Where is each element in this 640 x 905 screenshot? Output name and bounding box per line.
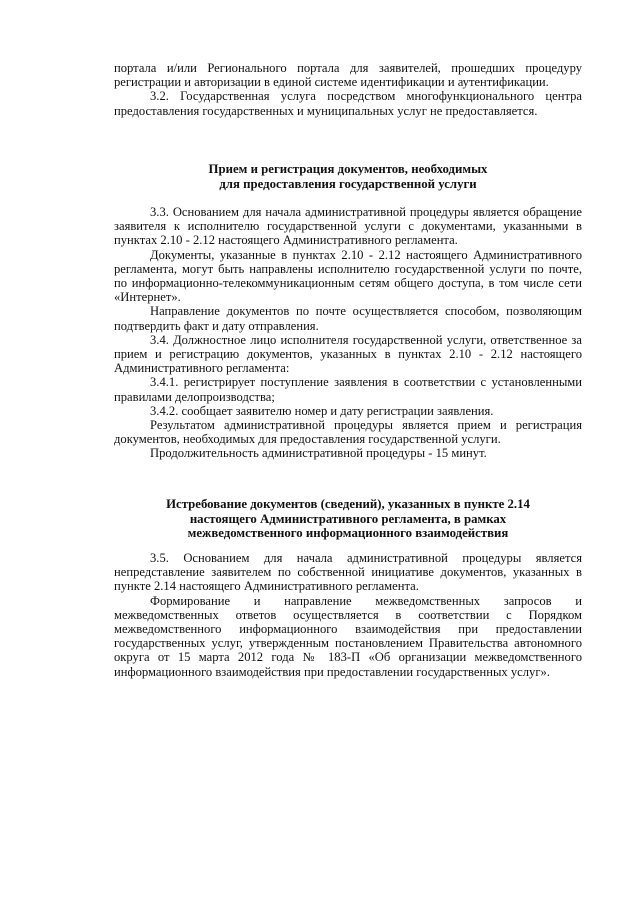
- intro-block: [114, 61, 582, 118]
- intro-paragraph-1: портала и/или Регионального портала для заявителей, прошедших процедуру регистрации и авторизации в единой системе идентификации и аутентификации.: [114, 61, 582, 90]
- reception-heading-line-1: Прием и регистрация документов, необходимых: [208, 162, 488, 176]
- paragraph-3-4-1: 3.4.1. регистрирует поступление заявления в соответствии с установленными правилами делопроизводства;: [114, 375, 582, 404]
- request-heading: [114, 497, 582, 541]
- paragraph-3-5: 3.5. Основанием для начала административной процедуры является непредставление заявителем по собственной инициативе документов, указанных в пункте 2.14 настоящего Административного регламента.: [114, 551, 582, 594]
- reception-heading: [114, 162, 582, 191]
- paragraph-3-4-2: 3.4.2. сообщает заявителю номер и дату регистрации заявления.: [150, 403, 494, 418]
- reception-paragraph-documents: Документы, указанные в пунктах 2.10 - 2.12 настоящего Административного регламента, могут быть направлены исполнителю государственной услуги по почте, по информационно-телекоммуникационным сетям общего доступа, в том числе сети «Интернет».: [114, 247, 582, 305]
- request-heading-line-2: настоящего Административного регламента, в рамках: [189, 511, 507, 526]
- request-paragraph-procedure: Формирование и направление межведомственных запросов и межведомственных ответов осуществляется в соответствии с Порядком межведомственного информационного взаимодействия при предоставлении государственных услуг, утвержденным постановлением Правительства автономного округа от 15 марта 2012 года № 183-П «Об организации межведомственного информационного взаимодействия при предоставлении государственных услуг».: [114, 593, 582, 679]
- reception-heading-line-2: для предоставления государственной услуги: [219, 176, 477, 191]
- paragraph-3-2: 3.2. Государственная услуга посредством многофункционального центра предоставления государственных и муниципальных услуг не предоставляется.: [114, 89, 582, 118]
- request-block: [114, 551, 582, 679]
- paragraph-3-4: 3.4. Должностное лицо исполнителя государственной услуги, ответственное за прием и регистрацию документов, указанных в пунктах 2.10 - 2.12 настоящего Административного регламента:: [114, 332, 582, 376]
- reception-paragraph-mail: Направление документов по почте осуществляется способом, позволяющим подтвердить факт и дату отправления.: [114, 304, 582, 333]
- reception-block: [114, 205, 582, 461]
- reception-paragraph-result: Результатом административной процедуры является прием и регистрация документов, необходимых для предоставления государственной услуги.: [114, 418, 582, 447]
- request-heading-line-1: Истребование документов (сведений), указанных в пункте 2.14: [166, 497, 530, 511]
- paragraph-3-3: 3.3. Основанием для начала административной процедуры является обращение заявителя к исполнителю государственной услуги с документами, указанными в пунктах 2.10 - 2.12 настоящего Административного регламента.: [114, 205, 582, 248]
- reception-paragraph-duration: Продолжительность административной процедуры - 15 минут.: [150, 446, 487, 461]
- request-heading-line-3: межведомственного информационного взаимодействия: [187, 526, 509, 541]
